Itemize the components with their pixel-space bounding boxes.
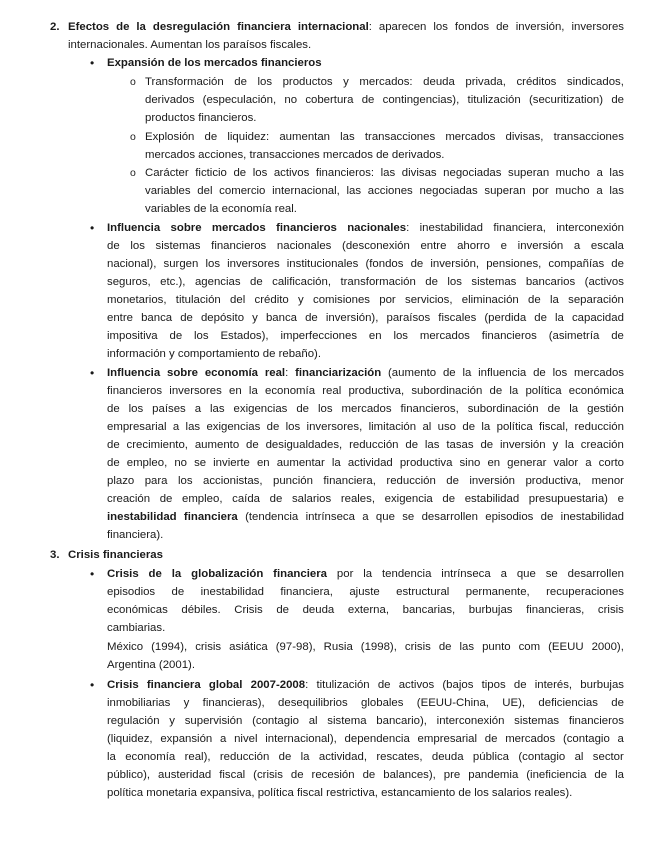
bullet-icon: • xyxy=(90,678,95,692)
global-2007-line-5: la economía real), reducción de la actividad, rescates, deuda pública (contagio al sector xyxy=(107,751,624,763)
economia-real-line-1: Influencia sobre economía real: financiarización (aumento de la influencia de los mercados xyxy=(107,367,624,379)
expansion-sub3-line-1: Carácter ficticio de los activos financieros: las divisas negociadas superan mucho a las xyxy=(145,167,624,179)
economia-real-line-10: financiera). xyxy=(107,529,164,541)
economia-real-line-5: de crecimiento, aumento de desigualdades, reducción de las tasas de inversión y la creación xyxy=(107,439,624,451)
section-2-line-1 xyxy=(68,18,624,36)
global-2007-line-1: Crisis financiera global 2007-2008: titulización de activos (bajos tipos de interés, burbujas xyxy=(107,679,624,691)
nacionales-line-4: seguros, etc.), agencias de calificación, transformación de los sistemas bancarios (activos xyxy=(107,276,624,288)
circle-bullet-icon: o xyxy=(130,131,136,143)
nacionales-line-1: Influencia sobre mercados financieros nacionales: inestabilidad financiera, interconexión xyxy=(107,222,624,234)
expansion-sub1-line-2: derivados (especulación, no cobertura de contingencias), titulización (securitization) de xyxy=(145,94,624,106)
circle-bullet-icon: o xyxy=(130,167,136,179)
nacionales-line-8: información y comportamiento de rebaño). xyxy=(107,348,321,360)
global-2007-line-7: política monetaria expansiva, política fiscal restrictiva, estancamiento de los salarios reales). xyxy=(107,787,573,799)
economia-real-line-8: creación de empleo, caída de salarios reales, exigencia de estabilidad presupuestaria) e xyxy=(107,493,624,505)
expansion-sub2-line-1: Explosión de liquidez: aumentan las transacciones mercados divisas, transacciones xyxy=(145,131,624,143)
global-2007-line-4: (liquidez, expansión a nivel internacional), dependencia empresarial de mercados (contagio a xyxy=(107,733,624,745)
bullet-icon: • xyxy=(90,567,95,581)
global-2007-line-3: regulación y supervisión (contagio al sistema bancario), interconexión sistemas financieros xyxy=(107,715,624,727)
section-2-number: 2. xyxy=(50,21,60,33)
section-2-intro-1: : aparecen los fondos de inversión, inversores xyxy=(368,21,624,33)
globalizacion-line-2: episodios de inestabilidad financiera, ajuste estructural permanente, recuperaciones xyxy=(107,586,624,598)
economia-real-line-4: empresarial a las exigencias de los inversores, limitación al uso de la política fiscal, reducción xyxy=(107,421,624,433)
section-2-intro-2: internacionales. Aumentan los paraísos fiscales. xyxy=(68,39,312,51)
section-2-title: Efectos de la desregulación financiera internacional xyxy=(68,21,369,33)
section-3-title: Crisis financieras xyxy=(68,549,163,561)
economia-real-line-9: inestabilidad financiera (tendencia intrínseca a que se desarrollen episodios de inestabilidad xyxy=(107,511,624,523)
globalizacion-line-3: económicas débiles. Crisis de deuda externa, bancarias, burbujas financieras, crisis xyxy=(107,604,624,616)
expansion-sub3-line-3: variables de la economía real. xyxy=(145,203,297,215)
expansion-sub3-line-2: variables del comercio internacional, las acciones negociadas superan por mucho a las xyxy=(145,185,624,197)
economia-real-line-3: de los países a las exigencias de los mercados financieros, subordinación de la gestión xyxy=(107,403,624,415)
bullet-icon: • xyxy=(90,366,95,380)
economia-real-line-7: plazo para los accionistas, punción financiera, reducción de inversión productiva, menor xyxy=(107,475,624,487)
circle-bullet-icon: o xyxy=(130,76,136,88)
section-3-number: 3. xyxy=(50,549,60,561)
economia-real-line-6: de empleo, no se invierte en aumentar la actividad productiva sino en generar valor a corto xyxy=(107,457,624,469)
globalizacion-line-1: Crisis de la globalización financiera por la tendencia intrínseca a que se desarrollen xyxy=(107,568,624,580)
expansion-sub1-line-3: productos financieros. xyxy=(145,112,257,124)
global-2007-line-2: inmobiliarias y financieras), desequilibrios globales (EEUU-China, UE), deficiencias de xyxy=(107,697,624,709)
nacionales-line-2: de los sistemas financieros nacionales (desconexión entre ahorro e inversión a escala xyxy=(107,240,624,252)
nacionales-line-5: monetarios, titulación del crédito y comisiones por servicios, eliminación de la separación xyxy=(107,294,624,306)
global-2007-line-6: público), austeridad fiscal (crisis de recesión de balances), pre pandemia (ineficiencia de la xyxy=(107,769,624,781)
expansion-sub2-line-2: mercados acciones, transacciones mercados de derivados. xyxy=(145,149,445,161)
globalizacion-line-4: cambiarias. xyxy=(107,622,166,634)
economia-real-line-2: financieros inversores en la economía real productiva, subordinación de la política económica xyxy=(107,385,624,397)
globalizacion-line-5: México (1994), crisis asiática (97-98), Rusia (1998), crisis de las punto com (EEUU 2000), xyxy=(107,641,624,653)
expansion-sub1-line-1: Transformación de los productos y mercados: deuda privada, créditos sindicados, xyxy=(145,76,624,88)
nacionales-line-6: entre banca de depósito y banca de inversión), paraísos fiscales (perdida de la capacidad xyxy=(107,312,624,324)
globalizacion-line-6: Argentina (2001). xyxy=(107,659,196,671)
nacionales-line-7: impositiva de los Estados), imperfecciones en los mercados financieros (asimetría de xyxy=(107,330,624,342)
expansion-heading: Expansión de los mercados financieros xyxy=(107,57,322,69)
bullet-icon: • xyxy=(90,56,95,70)
nacionales-line-3: nacional), surgen los inversores institucionales (fondos de inversión, pensiones, compañías de xyxy=(107,258,624,270)
bullet-icon: • xyxy=(90,221,95,235)
